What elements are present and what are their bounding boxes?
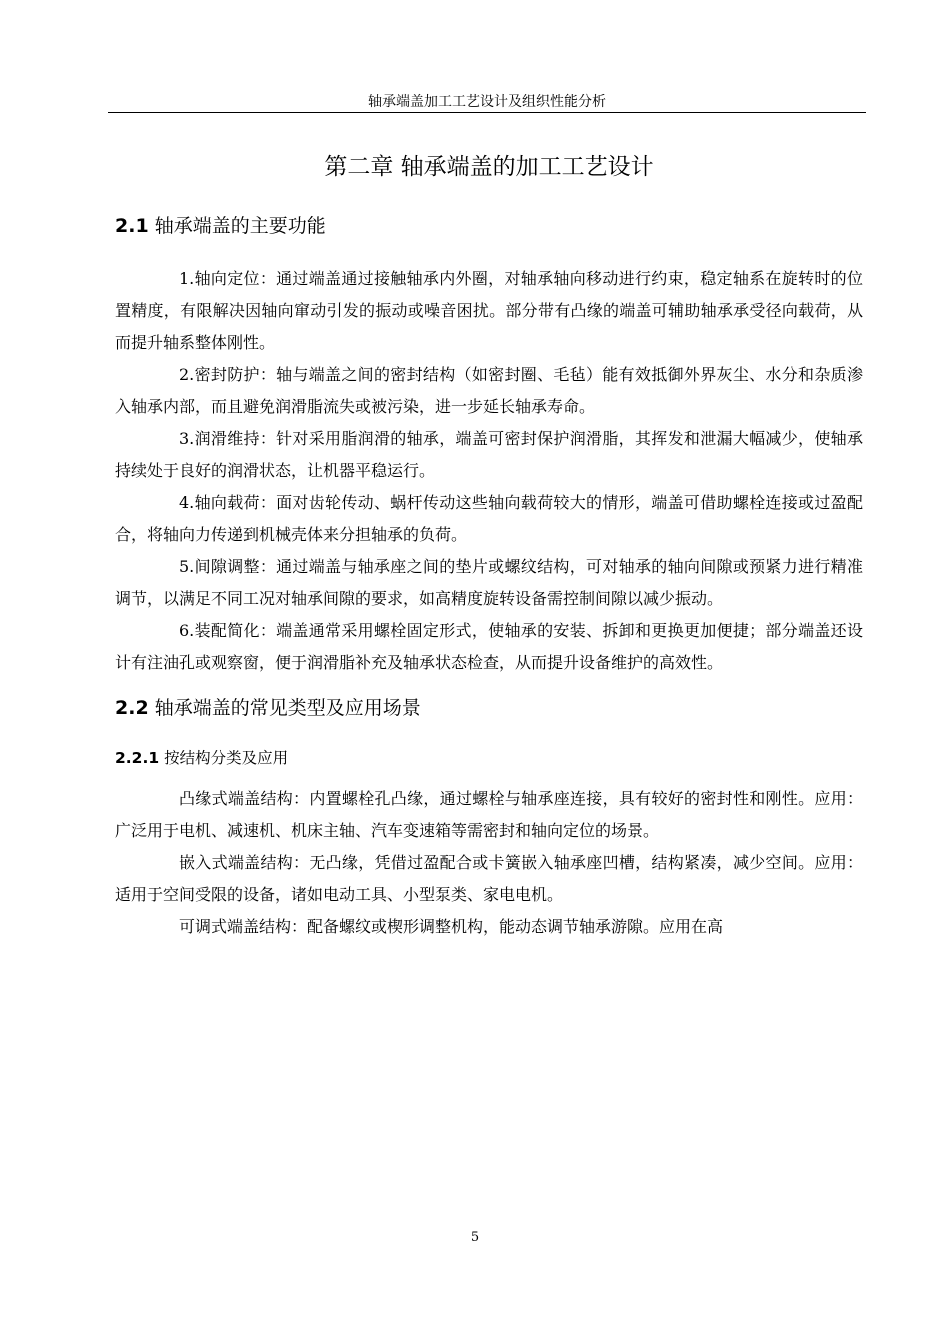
- spacer: [115, 679, 863, 693]
- subsection-number: 2.2.1: [115, 749, 160, 767]
- chapter-title: 第二章 轴承端盖的加工工艺设计: [324, 154, 654, 180]
- section-number: 2.1: [115, 215, 149, 237]
- paragraph-embedded-cover: 嵌入式端盖结构：无凸缘，凭借过盈配合或卡簧嵌入轴承座凹槽，结构紧凑，减少空间。应用：适用于空间受限的设备，诸如电动工具、小型泵类、家电电机。: [115, 853, 863, 904]
- section-2-2-heading: [115, 693, 863, 723]
- paragraph-clearance-adjustment: 5.间隙调整：通过端盖与轴承座之间的垫片或螺纹结构，可对轴承的轴向间隙或预紧力进行精准调节，以满足不同工况对轴承间隙的要求，如高精度旋转设备需控制间隙以减少振动。: [115, 557, 863, 608]
- page-number: 5: [470, 1230, 480, 1245]
- section-title-text: 轴承端盖的主要功能: [154, 215, 326, 237]
- section-title-text: 轴承端盖的常见类型及应用场景: [154, 697, 421, 719]
- running-header: 轴承端盖加工工艺设计及组织性能分析: [368, 94, 606, 110]
- paragraph-axial-positioning: 1.轴向定位：通过端盖通过接触轴承内外圈，对轴承轴向移动进行约束，稳定轴系在旋转时的位置精度，有限解决因轴向窜动引发的振动或噪音困扰。部分带有凸缘的端盖可辅助轴承承受径向载荷，从而提升轴系整体刚性。: [115, 269, 863, 352]
- section-number: 2.2: [115, 697, 149, 719]
- subsection-2-2-1-heading: [115, 745, 863, 771]
- paragraph-seal-protection: 2.密封防护：轴与端盖之间的密封结构（如密封圈、毛毡）能有效抵御外界灰尘、水分和杂质渗入轴承内部，而且避免润滑脂流失或被污染，进一步延长轴承寿命。: [115, 365, 863, 416]
- subsection-title-text: 按结构分类及应用: [164, 749, 289, 767]
- paragraph-adjustable-cover: 可调式端盖结构：配备螺纹或楔形调整机构，能动态调节轴承游隙。应用在高: [179, 917, 724, 936]
- section-2-1-heading: [115, 211, 863, 241]
- paragraph-flange-cover: 凸缘式端盖结构：内置螺栓孔凸缘，通过螺栓与轴承座连接，具有较好的密封性和刚性。应用：广泛用于电机、减速机、机床主轴、汽车变速箱等需密封和轴向定位的场景。: [115, 789, 863, 840]
- paragraph-lubrication: 3.润滑维持：针对采用脂润滑的轴承，端盖可密封保护润滑脂，其挥发和泄漏大幅减少，使轴承持续处于良好的润滑状态，让机器平稳运行。: [115, 429, 863, 480]
- page-content: [115, 145, 863, 943]
- header-rule: [108, 112, 866, 113]
- paragraph-assembly-simplification: 6.装配简化：端盖通常采用螺栓固定形式，使轴承的安装、拆卸和更换更加便捷；部分端盖还设计有注油孔或观察窗，便于润滑脂补充及轴承状态检查，从而提升设备维护的高效性。: [115, 621, 863, 672]
- paragraph-axial-load: 4.轴向载荷：面对齿轮传动、蜗杆传动这些轴向载荷较大的情形，端盖可借助螺栓连接或过盈配合，将轴向力传递到机械壳体来分担轴承的负荷。: [115, 493, 863, 544]
